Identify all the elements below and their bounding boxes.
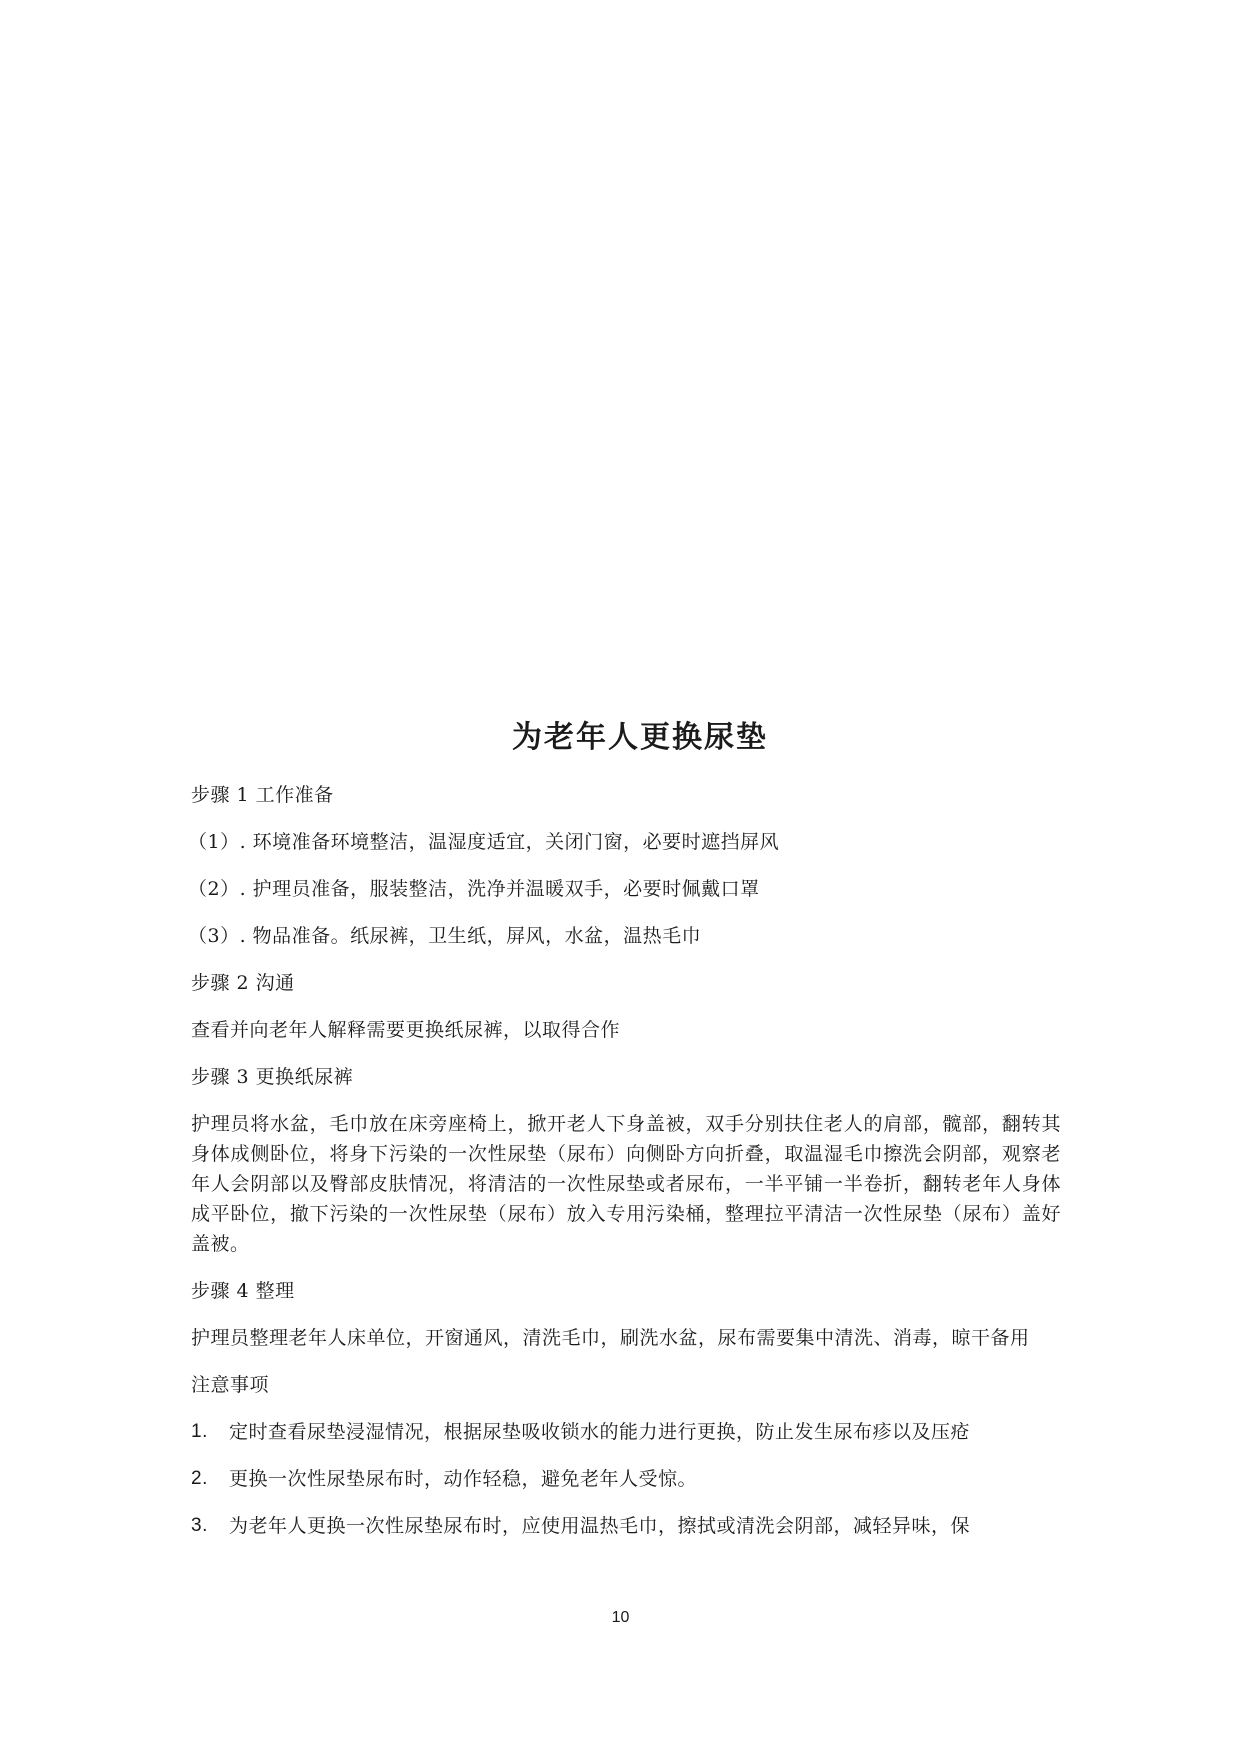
notes-heading: 注意事项 (191, 1374, 270, 1396)
step-1-item-2: （2）. 护理员准备，服装整洁，洗净并温暖双手，必要时佩戴口罩 (188, 878, 760, 900)
step-1-item-3: （3）. 物品准备。纸尿裤，卫生纸，屏风，水盆，温热毛巾 (188, 925, 702, 947)
page-title: 为老年人更换尿垫 (512, 720, 768, 755)
step-3-heading: 步骤 3 更换纸尿裤 (191, 1066, 354, 1088)
step-2-heading: 步骤 2 沟通 (191, 972, 295, 994)
note-number: 2. (191, 1468, 208, 1489)
step-2-body: 查看并向老年人解释需要更换纸尿裤，以取得合作 (191, 1019, 621, 1041)
page-number: 10 (611, 1609, 630, 1626)
note-item-2 (191, 1464, 1061, 1494)
note-item-1 (191, 1417, 1061, 1447)
step-3-body: 护理员将水盆，毛巾放在床旁座椅上，掀开老人下身盖被，双手分别扶住老人的肩部，髋部，翻转其身体成侧卧位，将身下污染的一次性尿垫（尿布）向侧卧方向折叠，取温湿毛巾擦洗会阴部，观察老年人会阴部以及臀部皮肤情况，将清洁的一次性尿垫或者尿布，一半平铺一半卷折，翻转老年人身体成平卧位，撤下污染的一次性尿垫（尿布）放入专用污染桶，整理拉平清洁一次性尿垫（尿布）盖好盖被。 (191, 1113, 1061, 1255)
note-text: 定时查看尿垫浸湿情况，根据尿垫吸收锁水的能力进行更换，防止发生尿布疹以及压疮 (229, 1421, 971, 1443)
step-4-heading: 步骤 4 整理 (191, 1280, 295, 1302)
note-text: 更换一次性尿垫尿布时，动作轻稳，避免老年人受惊。 (229, 1468, 698, 1490)
note-number: 3. (191, 1515, 208, 1536)
step-4-body: 护理员整理老年人床单位，开窗通风，清洗毛巾，刷洗水盆，尿布需要集中清洗、消毒，晾干备用 (191, 1327, 1030, 1349)
note-number: 1. (191, 1421, 208, 1442)
note-text: 为老年人更换一次性尿垫尿布时，应使用温热毛巾，擦拭或清洗会阴部，减轻异味，保 (229, 1515, 971, 1537)
step-1-heading: 步骤 1 工作准备 (191, 784, 334, 806)
note-item-3 (191, 1511, 1061, 1541)
step-1-item-1: （1）. 环境准备环境整洁，温湿度适宜，关闭门窗，必要时遮挡屏风 (188, 831, 780, 853)
document-body (188, 780, 1061, 1558)
